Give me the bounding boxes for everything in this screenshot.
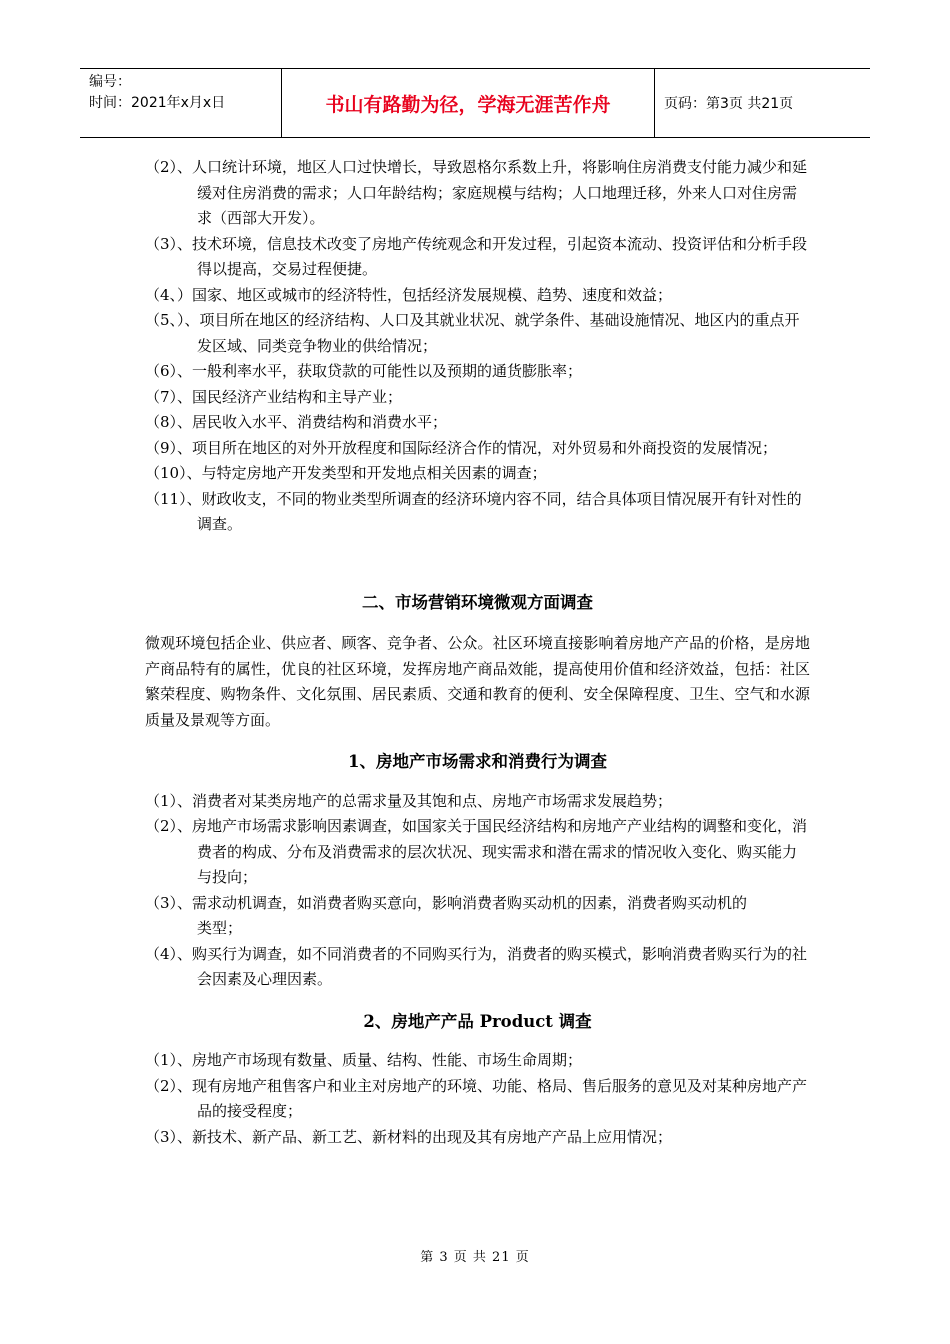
section-heading: 二、市场营销环境微观方面调查 bbox=[362, 592, 593, 612]
header-motto: 书山有路勤为径，学海无涯苦作舟 bbox=[282, 69, 655, 137]
list-item: （4、）国家、地区或城市的经济特性，包括经济发展规模、趋势、速度和效益； bbox=[145, 285, 673, 304]
header-meta bbox=[80, 69, 282, 137]
list-item: （1）、房地产市场现有数量、质量、结构、性能、市场生命周期； bbox=[145, 1051, 583, 1069]
list-item: （3）、新技术、新产品、新工艺、新材料的出现及其有房地产产品上应用情况； bbox=[145, 1127, 673, 1146]
list-item-continuation: 类型； bbox=[197, 919, 243, 937]
page-header bbox=[80, 68, 870, 138]
list-item: （4）、购买行为调查，如不同消费者的不同购买行为，消费者的购买模式，影响消费者购买行为的社会因素及心理因素。 bbox=[145, 944, 808, 988]
subsection-heading: 1、房地产市场需求和消费行为调查 bbox=[348, 752, 607, 771]
document-body bbox=[145, 155, 810, 1150]
header-date: 时间：2021年x月x日 bbox=[89, 95, 226, 111]
footer-page-number: 第 3 页 共 21 页 bbox=[420, 1250, 530, 1265]
list-item: （8）、居民收入水平、消费结构和消费水平； bbox=[145, 413, 448, 431]
list-item: （1）、消费者对某类房地产的总需求量及其饱和点、房地产市场需求发展趋势； bbox=[145, 791, 673, 810]
list-item: （7）、国民经济产业结构和主导产业； bbox=[145, 387, 403, 406]
header-page-number: 页码：第3页 共21页 bbox=[664, 96, 794, 112]
list-item: （11）、财政收支，不同的物业类型所调查的经济环境内容不同，结合具体项目情况展开有针对性的调查。 bbox=[145, 489, 802, 533]
list-item: （6）、一般利率水平，获取贷款的可能性以及预期的通货膨胀率； bbox=[145, 362, 583, 380]
list-item: （9）、项目所在地区的对外开放程度和国际经济合作的情况，对外贸易和外商投资的发展情况； bbox=[145, 438, 778, 457]
page-footer bbox=[0, 1246, 950, 1265]
list-item: （2）、现有房地产租售客户和业主对房地产的环境、功能、格局、售后服务的意见及对某种房地产产品的接受程度； bbox=[145, 1076, 808, 1120]
list-item: （3）、技术环境，信息技术改变了房地产传统观念和开发过程，引起资本流动、投资评估和分析手段得以提高，交易过程便捷。 bbox=[145, 234, 808, 278]
list-item: （3）、需求动机调查，如消费者购买意向，影响消费者购买动机的因素，消费者购买动机的 bbox=[145, 893, 748, 912]
header-code: 编号： bbox=[89, 74, 131, 90]
list-item: （2）、房地产市场需求影响因素调查，如国家关于国民经济结构和房地产产业结构的调整和变化，消费者的构成、分布及消费需求的层次状况、现实需求和潜在需求的情况收入变化、购买能力与投向； bbox=[145, 817, 808, 886]
section-paragraph: 微观环境包括企业、供应者、顾客、竞争者、公众。社区环境直接影响着房地产产品的价格，是房地产商品特有的属性，优良的社区环境，发挥房地产商品效能，提高使用价值和经济效益，包括：社区繁荣程度、购物条件、文化氛围、居民素质、交通和教育的便利、安全保障程度、卫生、空气和水源质量及景观等方面。 bbox=[145, 634, 810, 729]
list-item: （5、）、项目所在地区的经济结构、人口及其就业状况、就学条件、基础设施情况、地区内的重点开发区域、同类竞争物业的供给情况； bbox=[145, 311, 800, 355]
list-item: （2）、人口统计环境，地区人口过快增长，导致恩格尔系数上升，将影响住房消费支付能力减少和延缓对住房消费的需求；人口年龄结构；家庭规模与结构；人口地理迁移，外来人口对住房需求（西部大开发）。 bbox=[145, 158, 808, 227]
subsection-heading: 2、房地产产品 Product 调查 bbox=[363, 1011, 592, 1031]
list-item: （10）、与特定房地产开发类型和开发地点相关因素的调查； bbox=[145, 464, 547, 482]
